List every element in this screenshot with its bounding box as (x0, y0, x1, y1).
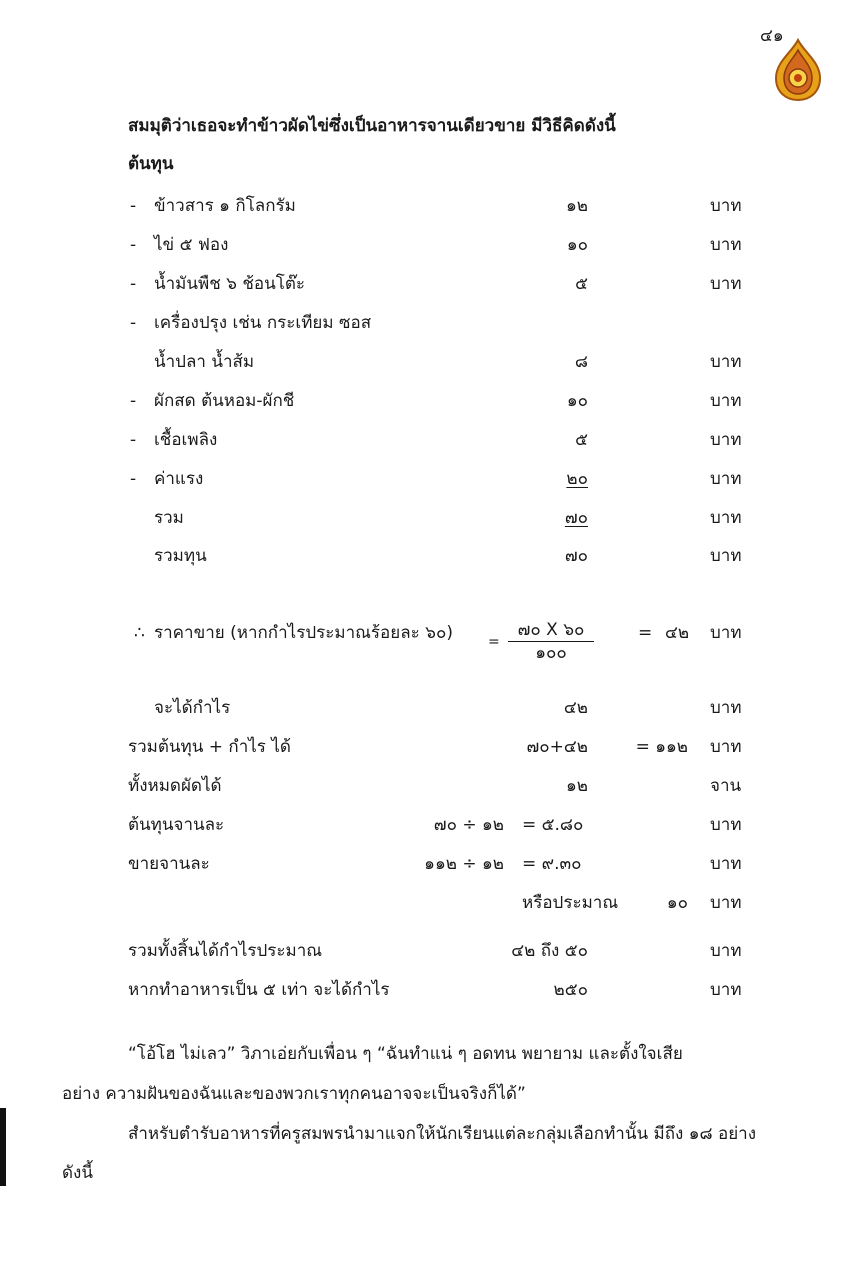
summary-unit: บาท (710, 854, 742, 874)
summary-unit: บาท (710, 815, 742, 835)
cost-amount: ๑๒ (566, 196, 588, 216)
fraction-bar (508, 641, 594, 642)
cost-item-name: รวมทุน (154, 546, 207, 566)
summary-amount: ๔๒ ถึง ๕๐ (511, 941, 588, 961)
cost-unit: บาท (710, 546, 742, 566)
cost-unit: บาท (710, 469, 742, 489)
summary-label: จะได้กำไร (154, 698, 231, 718)
therefore-symbol: ∴ (134, 623, 145, 643)
cost-bullet: - (130, 196, 137, 216)
scan-edge-mark (0, 1108, 6, 1186)
cost-amount: ๒๐ (566, 469, 588, 489)
price-fraction (508, 620, 594, 663)
cost-item-name: น้ำปลา น้ำส้ม (154, 352, 255, 372)
cost-unit: บาท (710, 391, 742, 411)
summary-amount: = ๙.๓๐ (522, 854, 582, 874)
cost-bullet: - (130, 430, 137, 450)
price-result: ๔๒ (665, 623, 690, 643)
paragraph-line: สำหรับตำรับอาหารที่ครูสมพรนำมาแจกให้นักเรียนแต่ละกลุ่มเลือกทำนั้น มีถึง ๑๘ อย่าง (128, 1124, 757, 1144)
summary-amount: = ๑๑๒ (635, 737, 688, 757)
summary-label: ขายจานละ (128, 854, 210, 874)
summary-label: รวมต้นทุน + กำไร ได้ (128, 737, 291, 757)
summary-label: ต้นทุนจานละ (128, 815, 225, 835)
cost-amount: ๑๐ (566, 235, 588, 255)
paragraph-line: ดังนี้ (62, 1163, 93, 1183)
cost-unit: บาท (710, 430, 742, 450)
equals-sign: = (488, 634, 500, 650)
summary-unit: บาท (710, 698, 742, 718)
summary-amount: ๒๕๐ (553, 980, 588, 1000)
summary-unit: บาท (710, 941, 742, 961)
summary-unit: บาท (710, 737, 742, 757)
fraction-numerator: ๗๐ X ๖๐ (517, 620, 585, 640)
cost-item-name: ข้าวสาร ๑ กิโลกรัม (154, 196, 296, 216)
summary-label: รวมทั้งสิ้นได้กำไรประมาณ (128, 941, 323, 961)
summary-calc: หรือประมาณ (522, 893, 619, 913)
cost-bullet: - (130, 391, 137, 411)
cost-item-name: ไข่ ๕ ฟอง (154, 235, 229, 255)
summary-amount: ๑๒ (566, 776, 588, 796)
paragraph-line: อย่าง ความฝันของฉันและของพวกเราทุกคนอาจจะเป็นจริงก็ได้” (62, 1084, 526, 1104)
summary-amount: ๑๐ (666, 893, 688, 913)
cost-amount: ๘ (574, 352, 588, 372)
page-number: ๔๑ (760, 26, 784, 46)
summary-label: ทั้งหมดผัดได้ (128, 776, 222, 796)
equals-sign: = (638, 623, 653, 643)
summary-unit: จาน (710, 776, 742, 796)
cost-heading: ต้นทุน (128, 154, 174, 174)
cost-amount: ๗๐ (564, 546, 588, 566)
cost-amount: ๕ (575, 274, 588, 294)
cost-unit: บาท (710, 508, 742, 528)
cost-item-name: เครื่องปรุง เช่น กระเทียม ซอส (154, 313, 372, 333)
cost-bullet: - (130, 235, 137, 255)
paragraph-line: “โอ้โฮ ไม่เลว” วิภาเอ่ยกับเพื่อน ๆ “ฉันทำแน่ ๆ อดทน พยายาม และตั้งใจเสีย (128, 1044, 683, 1064)
summary-amount: ๔๒ (563, 698, 588, 718)
cost-unit: บาท (710, 235, 742, 255)
price-unit: บาท (710, 623, 742, 643)
cost-unit: บาท (710, 196, 742, 216)
cost-unit: บาท (710, 274, 742, 294)
cost-amount: ๕ (575, 430, 588, 450)
cost-unit: บาท (710, 352, 742, 372)
cost-item-name: ค่าแรง (154, 469, 204, 489)
price-label: ราคาขาย (หากกำไรประมาณร้อยละ ๖๐) (154, 623, 453, 643)
summary-calc: ๗๐ ÷ ๑๒ (433, 815, 504, 835)
intro-text: สมมุติว่าเธอจะทำข้าวผัดไข่ซึ่งเป็นอาหารจานเดียวขาย มีวิธีคิดดังนี้ (128, 116, 616, 136)
cost-amount: ๗๐ (564, 508, 588, 528)
cost-bullet: - (130, 274, 137, 294)
summary-label: หากทำอาหารเป็น ๕ เท่า จะได้กำไร (128, 980, 390, 1000)
school-emblem-icon (770, 38, 826, 104)
cost-bullet: - (130, 469, 137, 489)
summary-unit: บาท (710, 893, 742, 913)
cost-item-name: เชื้อเพลิง (154, 430, 218, 450)
cost-bullet: - (130, 313, 137, 333)
summary-amount: = ๕.๘๐ (522, 815, 584, 835)
cost-amount: ๑๐ (566, 391, 588, 411)
summary-calc: ๑๑๒ ÷ ๑๒ (424, 854, 504, 874)
cost-item-name: น้ำมันพืช ๖ ช้อนโต๊ะ (154, 274, 306, 294)
cost-item-name: ผักสด ต้นหอม-ผักชี (154, 391, 295, 411)
fraction-denominator: ๑๐๐ (535, 643, 567, 663)
cost-item-name: รวม (154, 508, 184, 528)
summary-unit: บาท (710, 980, 742, 1000)
summary-calc: ๗๐+๔๒ (526, 737, 588, 757)
